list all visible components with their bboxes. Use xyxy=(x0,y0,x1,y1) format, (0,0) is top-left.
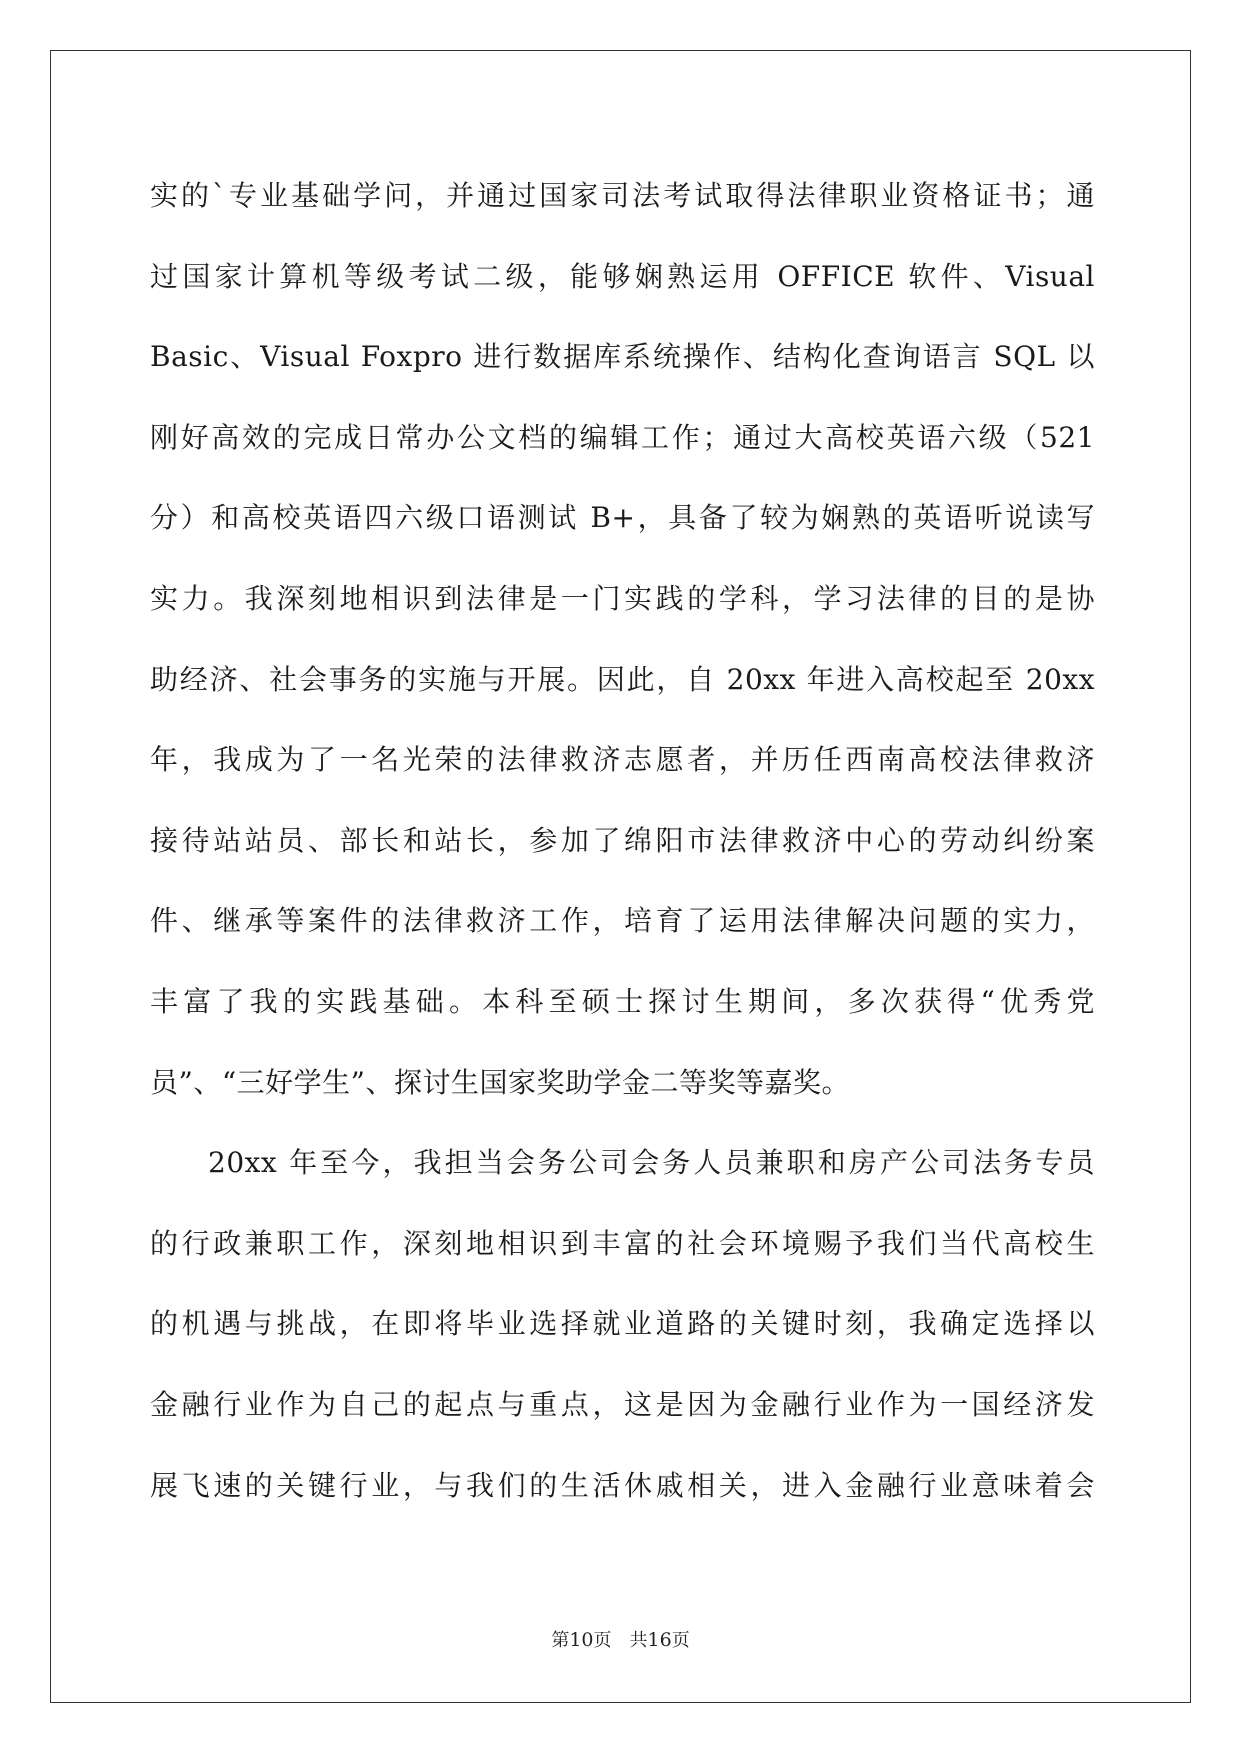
footer-middle: 页 共 xyxy=(593,1630,648,1651)
footer-suffix: 页 xyxy=(671,1630,690,1651)
text-line: 丰富了我的实践基础。本科至硕士探讨生期间，多次获得“优秀党 xyxy=(150,984,1095,1018)
text-line: Basic、Visual Foxpro 进行数据库系统操作、结构化查询语言 SQL 以 xyxy=(150,340,1095,374)
text-line: 刚好高效的完成日常办公文档的编辑工作；通过大高校英语六级（521 xyxy=(150,420,1095,454)
text-line: 过国家计算机等级考试二级，能够娴熟运用 OFFICE 软件、Visual xyxy=(150,259,1095,293)
text-line: 接待站站员、部长和站长，参加了绵阳市法律救济中心的劳动纠纷案 xyxy=(150,823,1095,857)
document-body xyxy=(150,156,1095,1526)
text-line: 展飞速的关键行业，与我们的生活休戚相关，进入金融行业意味着会 xyxy=(150,1468,1095,1502)
text-line: 员”、“三好学生”、探讨生国家奖助学金二等奖等嘉奖。 xyxy=(150,1065,850,1099)
text-line: 实力。我深刻地相识到法律是一门实践的学科，学习法律的目的是协 xyxy=(150,581,1095,615)
page-number-footer xyxy=(0,1627,1241,1654)
text-line-indented: 20xx 年至今，我担当会务公司会务人员兼职和房产公司法务专员 xyxy=(208,1146,1095,1180)
footer-prefix: 第 xyxy=(551,1630,570,1651)
text-line: 助经济、社会事务的实施与开展。因此，自 20xx 年进入高校起至 20xx xyxy=(150,662,1095,696)
text-line: 的行政兼职工作，深刻地相识到丰富的社会环境赐予我们当代高校生 xyxy=(150,1226,1095,1260)
text-line: 分）和高校英语四六级口语测试 B+，具备了较为娴熟的英语听说读写 xyxy=(150,501,1095,535)
text-line: 金融行业作为自己的起点与重点，这是因为金融行业作为一国经济发 xyxy=(150,1387,1095,1421)
text-line: 件、继承等案件的法律救济工作，培育了运用法律解决问题的实力， xyxy=(150,904,1095,938)
text-line: 的机遇与挑战，在即将毕业选择就业道路的关键时刻，我确定选择以 xyxy=(150,1307,1095,1341)
current-page-number: 10 xyxy=(569,1629,594,1651)
total-page-count: 16 xyxy=(647,1629,672,1651)
text-line: 年，我成为了一名光荣的法律救济志愿者，并历任西南高校法律救济 xyxy=(150,743,1095,777)
text-line: 实的`专业基础学问，并通过国家司法考试取得法律职业资格证书；通 xyxy=(150,179,1095,212)
